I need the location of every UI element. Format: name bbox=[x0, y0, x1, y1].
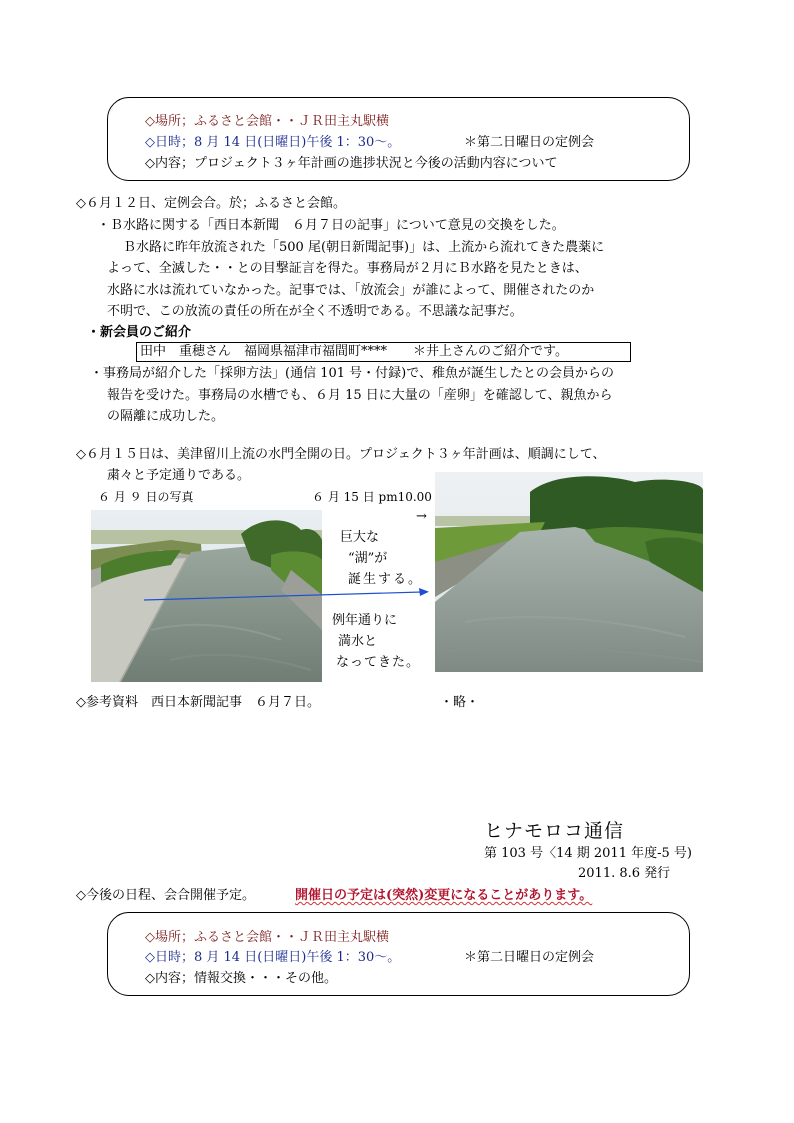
mid-text-1-line-2: “湖”が bbox=[348, 551, 388, 566]
meeting-datetime: ◇日時；8 月 14 日(日曜日)午後 1：30～。 bbox=[145, 135, 401, 150]
section1-item2-line-2: 報告を受けた。事務局の水槽でも、６月 15 日に大量の「産卵」を確認して、親魚から bbox=[107, 388, 613, 403]
new-member-heading: ・新会員のご紹介 bbox=[87, 325, 192, 340]
meeting2-place: ◇場所；ふるさと会館・・ＪＲ田主丸駅横 bbox=[145, 930, 389, 945]
meeting2-content: ◇内容；情報交換・・・その他。 bbox=[145, 971, 337, 986]
photo-river-june-15 bbox=[435, 472, 703, 672]
river-full-scene-icon bbox=[435, 472, 703, 672]
mid-text-2-line-3: なってきた。 bbox=[336, 655, 421, 670]
meeting2-datetime: ◇日時；8 月 14 日(日曜日)午後 1：30～。 bbox=[145, 950, 401, 965]
mid-text-2-line-2: 満水と bbox=[338, 634, 378, 649]
section2-heading-line-1: ◇６月１５日は、美津留川上流の水門全開の日。プロジェクト３ヶ年計画は、順調にして、 bbox=[76, 447, 606, 462]
photo1-caption: ６ 月 ９ 日の写真 bbox=[98, 490, 194, 504]
meeting-content: ◇内容；プロジェクト３ヶ年計画の進捗状況と今後の活動内容について bbox=[145, 156, 558, 171]
newsletter-title: ヒナモロコ通信 bbox=[484, 820, 625, 842]
mid-text-1-line-3: 誕生する。 bbox=[348, 572, 424, 587]
schedule-heading: ◇今後の日程、会合開催予定。 bbox=[76, 888, 255, 903]
meeting-place: ◇場所；ふるさと会館・・ＪＲ田主丸駅横 bbox=[145, 114, 389, 129]
newsletter-date: 2011. 8.6 発行 bbox=[578, 866, 671, 881]
section1-heading: ◇６月１２日、定例会合。於；ふるさと会館。 bbox=[76, 196, 346, 211]
mid-text-1-line-1: 巨大な bbox=[340, 530, 380, 545]
section1-para-line-1: Ｂ水路に昨年放流された「500 尾(朝日新聞記事)」は、上流から流れてきた農薬に bbox=[123, 240, 605, 255]
reference-omitted: ・略・ bbox=[440, 695, 480, 710]
newsletter-issue: 第 103 号〈14 期 2011 年度-5 号) bbox=[484, 846, 692, 861]
section1-item2-line-3: の隔離に成功した。 bbox=[107, 409, 225, 424]
blue-arrow-icon bbox=[140, 584, 440, 604]
photo2-caption: ６ 月 15 日 pm10.00 bbox=[312, 490, 432, 504]
section1-para-line-2 bbox=[107, 261, 588, 277]
section2-heading-line-2: 粛々と予定通りである。 bbox=[107, 468, 251, 483]
arrow-label: → bbox=[416, 509, 427, 524]
mid-text-2-line-1: 例年通りに bbox=[332, 613, 398, 628]
section1-para-line-3: 水路に水は流れていなかった。記事では、「放流会」が誰によって、開催されたのか bbox=[107, 283, 595, 298]
new-member-text: 田中 重穂さん 福岡県福津市福間町**** ＊井上さんのご紹介です。 bbox=[140, 344, 568, 359]
section1-item1: ・Ｂ水路に関する「西日本新聞 ６月７日の記事」について意見の交換をした。 bbox=[97, 218, 565, 233]
section1-para-line-4: 不明で、この放流の責任の所在が全く不透明である。不思議な記事だ。 bbox=[107, 304, 523, 319]
schedule-warning: 開催日の予定は(突然)変更になることがあります。 bbox=[295, 888, 593, 903]
meeting2-regular-note: ＊第二日曜日の定例会 bbox=[464, 950, 595, 965]
section1-item2-line-1: ・事務局が紹介した「採卵方法」(通信 101 号・付録)で、稚魚が誕生したとの会員からの bbox=[90, 366, 614, 381]
section1-para-line-2-text: よって、全滅した・・との目撃証言を得た。事務局が２月にＢ水路を見たときは、 bbox=[107, 261, 588, 276]
reference-label: ◇参考資料 西日本新聞記事 ６月７日。 bbox=[76, 695, 320, 710]
meeting-regular-note: ＊第二日曜日の定例会 bbox=[464, 135, 595, 150]
